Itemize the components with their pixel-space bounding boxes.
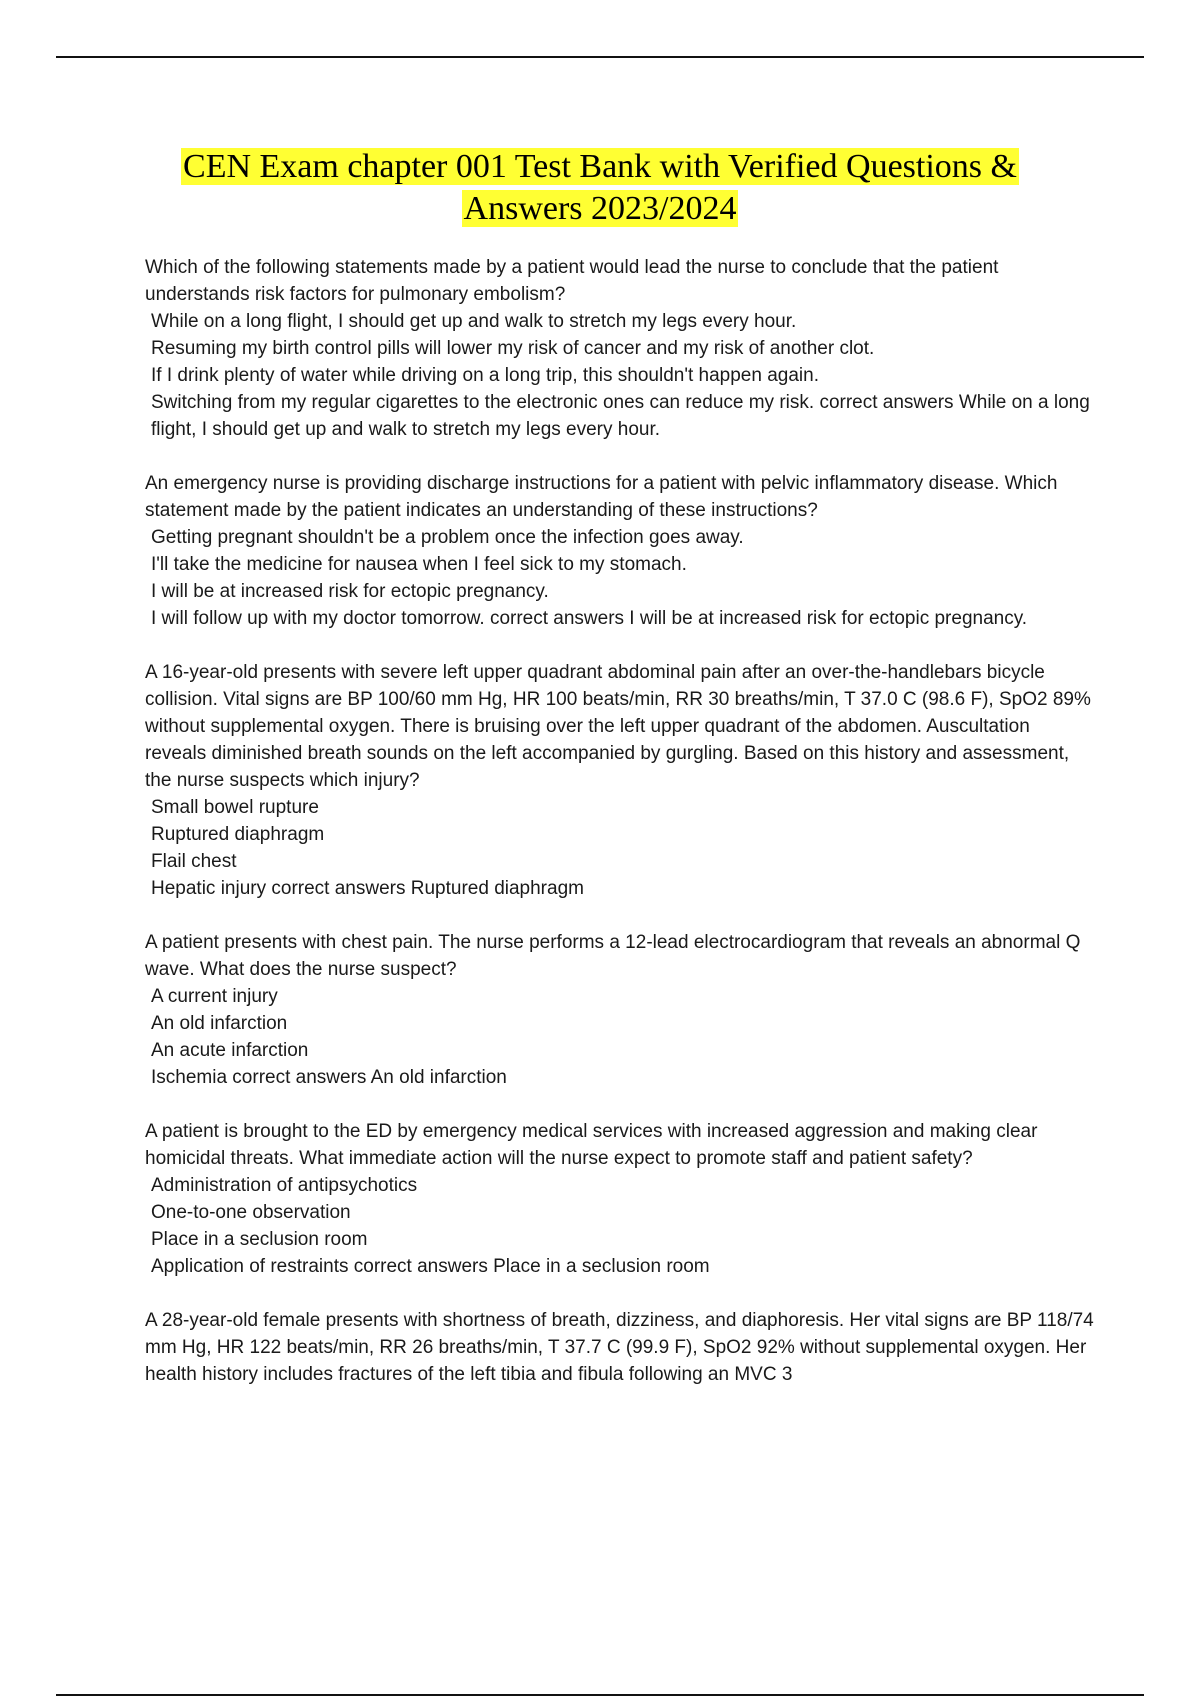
answer-option-with-correct-answer: Switching from my regular cigarettes to the electronic ones can reduce my risk. correct answers While on a long flight, I should get up and walk to stretch my legs every hour.: [151, 392, 1090, 440]
answer-option: A current injury: [151, 986, 278, 1007]
answer-option: An old infarction: [151, 1013, 288, 1034]
answer-option-with-correct-answer: Application of restraints correct answers Place in a seclusion room: [151, 1256, 710, 1277]
answer-option: An acute infarction: [151, 1040, 309, 1061]
answer-option: Resuming my birth control pills will lower my risk of cancer and my risk of another clot.: [151, 338, 875, 359]
question-stem: A 28-year-old female presents with shortness of breath, dizziness, and diaphoresis. Her vital signs are BP 118/74 mm Hg, HR 122 beats/min, RR 26 breaths/min, T 37.7 C (99.9 F), SpO2 92% without supplemental oxygen. Her health history includes fractures of the left tibia and fibula following an MVC 3: [145, 1310, 1094, 1385]
title-line-2: Answers 2023/2024: [463, 190, 737, 227]
question-5: [145, 1118, 1095, 1280]
bottom-rule: [56, 1694, 1144, 1696]
question-stem: Which of the following statements made by a patient would lead the nurse to conclude that the patient understands risk factors for pulmonary embolism?: [145, 257, 999, 305]
answer-option: I'll take the medicine for nausea when I feel sick to my stomach.: [151, 554, 687, 575]
question-4: [145, 929, 1095, 1091]
answer-option: Small bowel rupture: [151, 797, 319, 818]
question-stem: A patient is brought to the ED by emergency medical services with increased aggression and making clear homicidal threats. What immediate action will the nurse expect to promote staff and patient safety?: [145, 1121, 1038, 1169]
answer-option: Flail chest: [151, 851, 237, 872]
answer-option: Place in a seclusion room: [151, 1229, 368, 1250]
answer-option: I will be at increased risk for ectopic pregnancy.: [151, 581, 549, 602]
question-2: [145, 470, 1095, 632]
answer-option-with-correct-answer: I will follow up with my doctor tomorrow. correct answers I will be at increased risk for ectopic pregnancy.: [151, 608, 1028, 629]
question-stem: A patient presents with chest pain. The nurse performs a 12-lead electrocardiogram that reveals an abnormal Q wave. What does the nurse suspect?: [145, 932, 1081, 980]
answer-option-with-correct-answer: Hepatic injury correct answers Ruptured diaphragm: [151, 878, 584, 899]
answer-option: While on a long flight, I should get up and walk to stretch my legs every hour.: [151, 311, 797, 332]
answer-option-with-correct-answer: Ischemia correct answers An old infarction: [151, 1067, 507, 1088]
question-1: [145, 254, 1095, 443]
question-3: [145, 659, 1095, 902]
answer-option: One-to-one observation: [151, 1202, 351, 1223]
question-list: [145, 254, 1095, 1415]
answer-option: Getting pregnant shouldn't be a problem once the infection goes away.: [151, 527, 744, 548]
answer-option: Administration of antipsychotics: [151, 1175, 418, 1196]
answer-option: If I drink plenty of water while driving on a long trip, this shouldn't happen again.: [151, 365, 819, 386]
title-line-1: CEN Exam chapter 001 Test Bank with Verified Questions &: [183, 148, 1017, 185]
top-rule: [56, 56, 1144, 58]
document-title: [100, 146, 1100, 230]
question-stem: A 16-year-old presents with severe left upper quadrant abdominal pain after an over-the-handlebars bicycle collision. Vital signs are BP 100/60 mm Hg, HR 100 beats/min, RR 30 breaths/min, T 37.0 C (98.6 F), SpO2 89% without supplemental oxygen. There is bruising over the left upper quadrant of the abdomen. Auscultation reveals diminished breath sounds on the left accompanied by gurgling. Based on this history and assessment, the nurse suspects which injury?: [145, 662, 1091, 791]
question-6: [145, 1307, 1095, 1388]
question-stem: An emergency nurse is providing discharge instructions for a patient with pelvic inflammatory disease. Which statement made by the patient indicates an understanding of these instructions?: [145, 473, 1058, 521]
answer-option: Ruptured diaphragm: [151, 824, 325, 845]
